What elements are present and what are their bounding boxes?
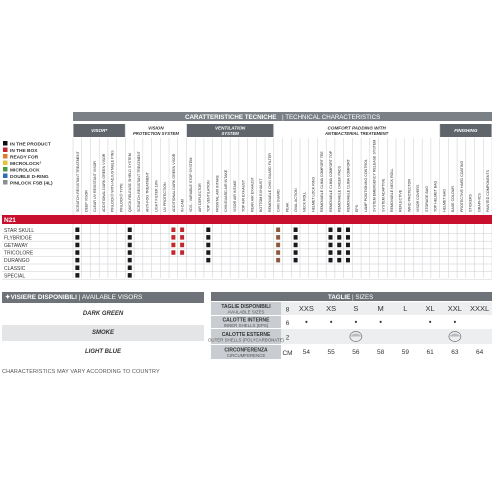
size-value: 64 bbox=[476, 349, 484, 357]
feature-dot bbox=[337, 250, 341, 255]
feature-label: REMOVABLE CLIMA COMFORT TEE bbox=[320, 151, 325, 212]
available-visors-panel bbox=[2, 292, 204, 360]
legend-label: IN THE PRODUCT bbox=[10, 142, 51, 148]
size-value: XXXL bbox=[470, 304, 490, 313]
group-label: VISOR* bbox=[91, 128, 108, 133]
feature-dot bbox=[75, 235, 79, 240]
feature-dot bbox=[206, 250, 210, 255]
feature-dot bbox=[128, 235, 132, 240]
feature-dot bbox=[171, 235, 175, 240]
feature-dot bbox=[171, 228, 175, 233]
feature-dot bbox=[276, 250, 280, 255]
feature-label: ANTI-FOG TREATMENT bbox=[145, 172, 150, 212]
legend-swatch bbox=[3, 141, 8, 146]
feature-dot bbox=[180, 250, 184, 255]
feature-label: NECK ROLL bbox=[302, 191, 307, 212]
feature-dot bbox=[329, 258, 333, 263]
size-value: 58 bbox=[377, 349, 385, 357]
legend-label: PINLOCK FSB (4L) bbox=[10, 181, 53, 187]
feature-label: PEAK bbox=[285, 202, 290, 212]
feature-label: PINLOCK® TYPE bbox=[119, 183, 124, 212]
feature-label: SCRATCH-RESISTANT TREATMENT bbox=[136, 151, 141, 212]
size-value: XL bbox=[425, 304, 435, 313]
feature-label: REMOVABLE CLIMA COMFORT bbox=[346, 159, 351, 212]
feature-dot bbox=[337, 235, 341, 240]
size-row-sublabel: INNER SHELLS (EPS) bbox=[223, 323, 269, 328]
sizes-title-it: TAGLIE bbox=[328, 294, 351, 301]
feature-dot bbox=[276, 228, 280, 233]
size-value: 55 bbox=[327, 349, 335, 357]
feature-label: VDS - VARIABLE STOP SYSTEM bbox=[189, 157, 194, 212]
group-label: FINISHING bbox=[454, 128, 478, 133]
feature-label: CLEAR UV RESISTANT VISOR bbox=[93, 161, 98, 212]
group-label: VISION bbox=[148, 125, 164, 131]
size-row-unit: 2 bbox=[285, 334, 290, 342]
feature-label: REFLECTIVE bbox=[398, 189, 403, 212]
feature-label: REMOVABLE CHEEK PADS bbox=[337, 166, 342, 212]
feature-dot bbox=[294, 243, 298, 248]
size-row-label: CALOTTE ESTERNE bbox=[221, 332, 271, 338]
feature-dot bbox=[206, 228, 210, 233]
group-sublabel: ANTIBACTERIAL TREATEMENT bbox=[325, 131, 389, 136]
feature-dot bbox=[128, 228, 132, 233]
size-row-sublabel: CIRCUMFERENCE bbox=[226, 353, 266, 358]
size-row-label: CALOTTE INTERNE bbox=[222, 317, 270, 324]
size-value: 59 bbox=[401, 349, 409, 357]
feature-label: QUICK RELEASE SHIELD SYSTEM bbox=[128, 153, 133, 212]
size-value: XS bbox=[326, 304, 337, 313]
size-row-sublabel: OUTER SHELLS (POLYCARBONATE) bbox=[208, 337, 284, 343]
feature-dot bbox=[206, 243, 210, 248]
size-row-bg bbox=[281, 345, 492, 359]
feature-dot bbox=[75, 250, 79, 255]
size-value: • bbox=[304, 317, 308, 327]
feature-dot bbox=[276, 258, 280, 263]
legend-swatch bbox=[3, 174, 8, 179]
size-value: • bbox=[379, 317, 383, 327]
size-row-unit: CM bbox=[282, 350, 293, 357]
feature-dot bbox=[337, 243, 341, 248]
size-row-label: CIRCONFERENZA bbox=[224, 347, 268, 354]
feature-label: REMOVABLE NECK ROLL bbox=[390, 168, 395, 212]
feature-label: HELMET BAG bbox=[442, 188, 447, 212]
group-sublabel: SYSTEM bbox=[221, 131, 239, 136]
visor-item-smoke: SMOKE bbox=[2, 325, 204, 341]
group-sublabel: PROTECTION SYSTEM bbox=[133, 131, 179, 136]
feature-dot bbox=[206, 258, 210, 263]
feature-dot bbox=[276, 243, 280, 248]
feature-dot bbox=[337, 258, 341, 263]
feature-label: EPS bbox=[355, 204, 360, 212]
size-value: 56 bbox=[352, 349, 360, 357]
feature-label: FRONTAL AIR INTAKE bbox=[215, 175, 220, 212]
size-value: S bbox=[353, 304, 359, 313]
feature-label: STORAGE BAG bbox=[424, 185, 429, 212]
size-row-bg bbox=[281, 316, 492, 328]
sizes-title-en: | SIZES bbox=[352, 294, 374, 301]
feature-dot bbox=[346, 235, 350, 240]
feature-dot bbox=[75, 243, 79, 248]
feature-dot bbox=[329, 243, 333, 248]
size-value: M bbox=[377, 304, 384, 313]
legend-swatch bbox=[3, 161, 8, 166]
feature-label: OVAL ACTION bbox=[293, 188, 298, 212]
feature-dot bbox=[294, 250, 298, 255]
visors-header: ✦VISIERE DISPONIBILI | AVAILABLE VISORS bbox=[2, 292, 204, 303]
feature-label: IN-CAM bbox=[180, 199, 185, 212]
size-value: 54 bbox=[302, 349, 310, 357]
feature-label: HELMET LOCK RING bbox=[311, 176, 316, 212]
legend-label: MICROLOCK bbox=[10, 168, 40, 174]
header-title-en: | TECHNICAL CHARACTERISTICS bbox=[282, 114, 381, 121]
feature-label: WIND PROTECTOR bbox=[407, 178, 412, 212]
size-row-sublabel: AVAILABLE SIZES bbox=[227, 309, 265, 315]
size-value: • bbox=[453, 317, 457, 327]
variant-name: STAR SKULL bbox=[4, 227, 35, 234]
group-label: COMFORT PADDING WITH bbox=[327, 125, 386, 131]
legend-swatch bbox=[3, 167, 8, 172]
variant-name: FLYBRIDGE bbox=[4, 235, 32, 242]
feature-dot bbox=[180, 243, 184, 248]
product-bar bbox=[2, 215, 492, 224]
size-value: XXL bbox=[447, 304, 462, 313]
legend-label: IN THE BOX bbox=[10, 148, 38, 154]
legend-swatch bbox=[3, 180, 8, 185]
feature-label: DEEP VISOR bbox=[84, 190, 89, 212]
legend-swatch bbox=[3, 154, 8, 159]
feature-label: SCRATCH-RESISTANT TREATMENT bbox=[75, 151, 80, 212]
feature-label: PROTECTIVE HARD COATING bbox=[459, 160, 464, 212]
legend-label: MICROLOCK² bbox=[10, 161, 42, 167]
variant-name: CLASSIC bbox=[4, 265, 26, 272]
feature-dot bbox=[128, 250, 132, 255]
feature-dot bbox=[75, 258, 79, 263]
feature-dot bbox=[346, 258, 350, 263]
visors-title-en: AVAILABLE VISORS bbox=[81, 294, 143, 301]
feature-label: STICKERS bbox=[468, 194, 473, 212]
feature-label: VISOR COVERS bbox=[416, 184, 421, 212]
feature-dot bbox=[180, 235, 184, 240]
feature-dot bbox=[329, 228, 333, 233]
legend-label: DOUBLE D-RING bbox=[10, 174, 49, 180]
feature-label: AIR DEFLECTOR bbox=[197, 183, 202, 212]
feature-dot bbox=[346, 228, 350, 233]
feature-label: VISOR AIR INTAKE bbox=[232, 180, 237, 212]
feature-label: PAINTED COMPONENTS bbox=[486, 169, 491, 212]
feature-dot bbox=[180, 228, 184, 233]
variant-name: DURANGO bbox=[4, 258, 30, 265]
feature-label: CHINGUARD AIR INTAKE bbox=[224, 169, 229, 212]
size-row-unit: 8 bbox=[285, 306, 290, 314]
size-value: 61 bbox=[426, 349, 434, 357]
size-value: L bbox=[403, 304, 408, 313]
feature-label: TOP AIR EXHAUST bbox=[241, 179, 246, 212]
feature-dot bbox=[171, 250, 175, 255]
legend-label: READY FOR bbox=[10, 155, 39, 161]
size-row-label: TAGLIE DISPONIBILI bbox=[221, 304, 271, 310]
feature-label: TOP HELMET BAG bbox=[433, 180, 438, 212]
feature-label: BASE COLOUR bbox=[451, 186, 456, 212]
feature-dot bbox=[75, 266, 79, 271]
feature-label: GRAPHICS bbox=[477, 193, 482, 212]
product-name: N21 bbox=[4, 217, 16, 224]
feature-label: BOTTOM EXHAUST bbox=[259, 178, 264, 212]
feature-label: ADDITIONAL DARK GREEN VISOR bbox=[171, 153, 176, 212]
country-note: CHARACTERISTICS MAY VARY ACCORDING TO COUNTRY bbox=[2, 369, 160, 375]
feature-label: ADDITIONAL DARK GREEN VISOR bbox=[101, 153, 106, 212]
variant-name: SPECIAL bbox=[4, 273, 26, 280]
feature-dot bbox=[206, 235, 210, 240]
feature-dot bbox=[75, 273, 79, 278]
size-value: 63 bbox=[451, 349, 459, 357]
feature-dot bbox=[75, 228, 79, 233]
feature-dot bbox=[128, 273, 132, 278]
feature-dot bbox=[128, 266, 132, 271]
variant-name: TRICOLORE bbox=[4, 250, 34, 257]
header-title-it: CARATTERISTICHE TECNICHE bbox=[185, 114, 277, 121]
group-label: VENTILATION bbox=[214, 125, 246, 131]
feature-dot bbox=[128, 243, 132, 248]
visor-item-dark-green: DARK GREEN bbox=[82, 311, 124, 317]
size-value: • bbox=[428, 317, 432, 327]
size-value: XXS bbox=[298, 304, 314, 313]
feature-dot bbox=[346, 243, 350, 248]
feature-label: UV PROTECTION bbox=[163, 182, 168, 212]
feature-dot bbox=[329, 250, 333, 255]
feature-label: LAMP POSITIONING CONTROL bbox=[363, 159, 368, 212]
feature-dot bbox=[294, 258, 298, 263]
feature-dot bbox=[337, 228, 341, 233]
feature-dot bbox=[294, 235, 298, 240]
feature-label: SYSTEM ADAPTIVE bbox=[381, 178, 386, 212]
feature-dot bbox=[346, 250, 350, 255]
variant-name: GETAWAY bbox=[4, 243, 28, 249]
feature-label: PINLOCK® WITH ADJUSTABLE PINS bbox=[110, 150, 115, 212]
feature-label: REMOVABLE CHIN GUARD FILTER bbox=[267, 153, 272, 212]
feature-label: TOP VENTILATION bbox=[206, 180, 211, 212]
feature-dot bbox=[276, 235, 280, 240]
legend-swatch bbox=[3, 148, 8, 153]
visors-title-it: ✦VISIERE DISPONIBILI bbox=[5, 294, 77, 301]
visor-item-light-blue: LIGHT BLUE bbox=[85, 349, 121, 355]
feature-dot bbox=[171, 243, 175, 248]
feature-label: SYSTEM EMERGENCY RELEASE SYSTEM bbox=[372, 139, 377, 212]
feature-dot bbox=[128, 258, 132, 263]
feature-label: LIGHT FILTER 18% bbox=[154, 180, 159, 212]
size-value: • bbox=[329, 317, 333, 327]
feature-dot bbox=[294, 228, 298, 233]
size-row-unit: 6 bbox=[285, 320, 290, 327]
feature-dot bbox=[329, 235, 333, 240]
feature-label: CHIN GUARD bbox=[276, 189, 281, 212]
feature-label: REMOVABLE CLIMA COMFORT TOP bbox=[328, 150, 333, 212]
size-value: • bbox=[354, 317, 358, 327]
feature-label: REAR AIR EXHAUST bbox=[250, 177, 255, 212]
